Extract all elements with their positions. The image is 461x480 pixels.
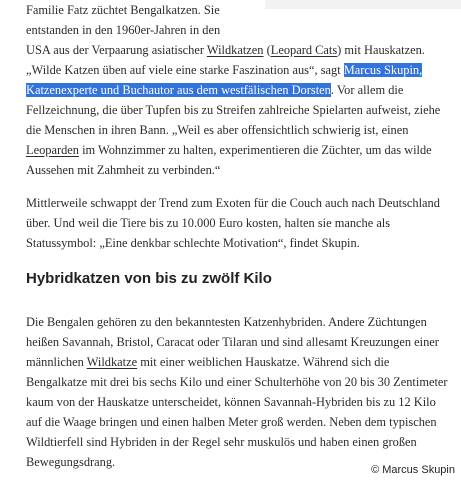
text-line: USA aus der Verpaarung asiatischer [26,43,207,57]
text-line: entstanden in den 1960er-Jahren in den [26,23,221,37]
text-line: im Wohnzimmer zu halten, experimentieren die Züchter, um das wilde [78,143,432,157]
text-line: . Vor allem die [330,83,404,97]
text-line: mit einer weiblichen Hauskatze. Während sich die [137,355,390,369]
text-line: Aussehen mit Zahmheit zu verbinden.“ [26,163,221,177]
text-line: ) mit Hauskatzen. [337,43,425,57]
text-line: ( [263,43,271,57]
text-line: Die Bengalen gehören zu den bekanntesten Katzenhybriden. Andere Züchtungen [26,315,427,329]
photo-credit: © Marcus Skupin [371,464,455,476]
text-line: Bengalkatze mit drei bis sechs Kilo und einer Schulterhöhe von 20 bis 30 Zentimeter [26,375,448,389]
link-wildkatzen[interactable]: Wildkatzen [206,43,264,57]
text-line: auf die Waage bringen und einen halben Meter groß werden. Neben dem typischen [26,415,437,429]
text-line: über. Und weil die Tiere bis zu 10.000 Euro kosten, halten sie manche als [26,216,391,230]
link-wildkatze[interactable]: Wildkatze [86,355,138,369]
link-leoparden[interactable]: Leoparden [26,143,79,157]
text-line: die Menschen in ihren Bann. „Weil es aber offensichtlich schwierig ist, einen [26,123,409,137]
selected-text[interactable]: Katzenexperte und Buchautor aus dem westfälischen Dorsten [26,83,331,97]
link-leopard-cats[interactable]: Leopard Cats [270,43,338,57]
text-line: männlichen [26,355,87,369]
text-line: Fellzeichnung, die über Tupfen bis zu Streifen zahlreiche Spielarten aufweist, ziehe [26,103,441,117]
text-line: Statussymbol: „Eine denkbar schlechte Motivation“, findet Skupin. [26,236,360,250]
text-line: Wildtierfell sind Hybriden in der Regel sehr muskulös und haben einen großen [26,435,417,449]
article-paragraph-2 [26,193,453,253]
text-line: Mittlerweile schwappt der Trend zum Exoten für die Couch auch nach Deutschland [26,196,440,210]
article-paragraph-3 [26,312,453,472]
article-paragraph-1 [26,0,453,180]
text-line: Bewegungsdrang. [26,455,116,469]
text-line: kaum von der Hauskatze unterscheidet, können Savannah-Hybriden bis zu 12 Kilo [26,395,436,409]
text-line: „Wilde Katzen üben auf viele eine starke Faszination aus“, sagt [26,63,344,77]
text-line: Familie Fatz züchtet Bengalkatzen. Sie [26,3,220,17]
selected-text[interactable]: Marcus Skupin, [343,63,423,77]
section-heading: Hybridkatzen von bis zu zwölf Kilo [26,270,272,287]
text-line: heißen Savannah, Bristol, Caracat oder Tilaran und sind allesamt Kreuzungen einer [26,335,439,349]
